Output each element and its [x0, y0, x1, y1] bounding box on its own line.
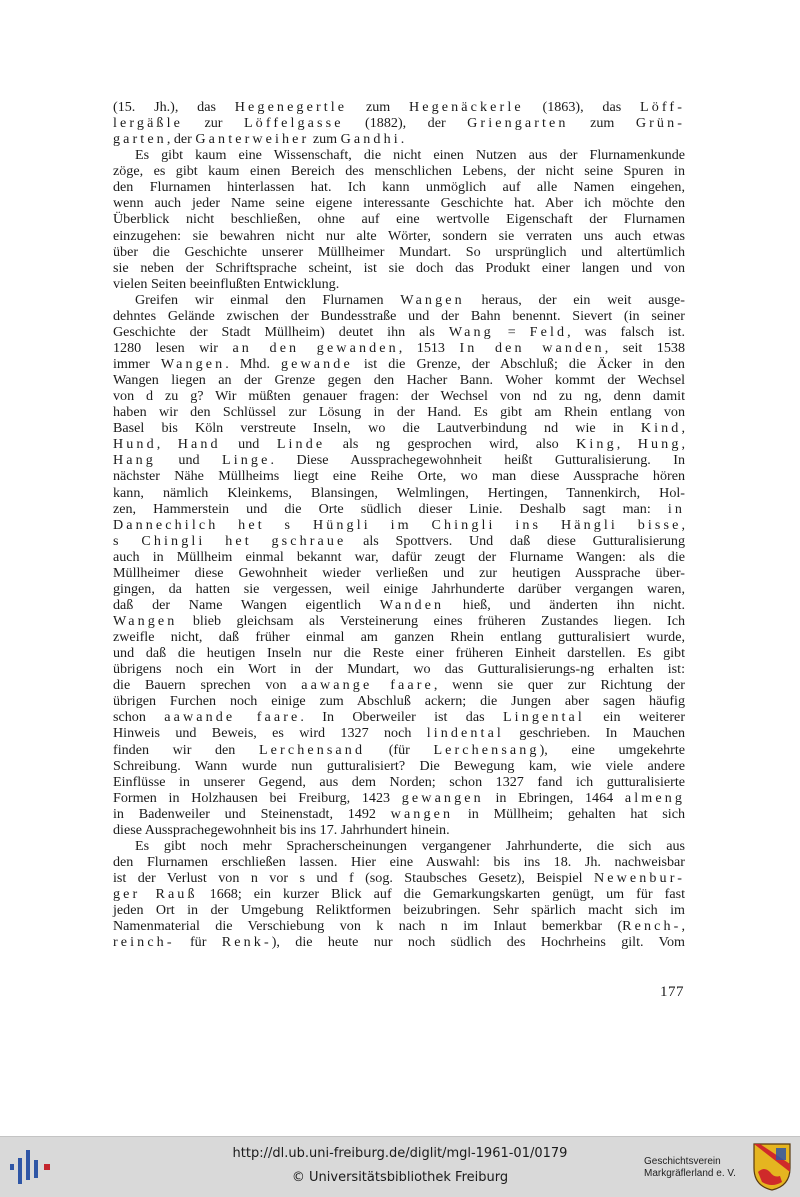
text-run: ), die heute nur noch südlich des Hochrheins gilt. Vom — [271, 934, 685, 951]
page-number: 177 — [660, 984, 684, 1000]
text-line — [113, 211, 685, 227]
text-run: zöge, es gibt kaum einen Bereich des menschlichen Lebens, der nicht seine Spuren in — [113, 163, 685, 180]
spaced-term: Wangen — [160, 356, 226, 372]
society-name-line2: Markgräflerland e. V. — [644, 1168, 736, 1179]
text-run: zen, Hammerstein und die Orte südlich dieser Linie. Deshalb sagt man: — [113, 500, 668, 517]
text-run: Schreibung. Wann wurde nun gutturalisiert? Die Bewegung kam, wie viele andere — [113, 757, 685, 774]
spaced-term: Griengarten — [467, 115, 569, 132]
text-run: nächster Nähe Müllheims liegt eine Reihe Orte, wo man diese Aussprache hören — [113, 468, 685, 485]
text-line — [113, 774, 685, 790]
text-line — [113, 581, 685, 597]
spaced-term: Wang — [448, 323, 494, 340]
text-run: = — [493, 323, 530, 340]
text-run: übrigen Furchen noch einige zum Abschluß ackern; die Jungen aber sagen häufig — [113, 693, 685, 710]
text-run: , 1513 — [398, 339, 460, 356]
spaced-term: Löffelgasse — [243, 115, 344, 132]
text-run: blieb gleichsam als Versteinerung eines früheren Zustandes liegen. Ich — [177, 613, 685, 629]
spaced-term: Hang — [113, 452, 156, 469]
text-line — [113, 420, 685, 436]
spaced-term: Grün- — [635, 115, 686, 132]
text-line — [113, 854, 685, 870]
spaced-term: Hung — [637, 436, 682, 453]
text-run: und — [155, 452, 223, 469]
text-run: zweifle nicht, daß früher einmal am ganzen Rhein entlang gutturalisiert wurde, — [113, 629, 685, 646]
spaced-term: s Chingli het gschraue — [113, 532, 347, 549]
text-line — [113, 742, 685, 758]
text-run: von d zu g? Wir müßten genauer fragen: der Wechsel von nd zu ng, denn damit — [113, 388, 685, 405]
spaced-term: Renk- — [221, 934, 272, 951]
text-line — [113, 709, 685, 725]
text-run: wenn auch jeder Name seine eigene interessante Geschichte hat. Aber ich möchte den — [113, 195, 685, 212]
text-run: Basel bis Köln verstreute Inseln, wo die Lautverbindung nd wie in — [113, 420, 641, 437]
text-run: einzugehen: sie bewahren nicht nur alte Wörter, sondern sie verraten uns auch etwas — [113, 227, 685, 244]
text-run: , — [681, 436, 686, 453]
spaced-term: Wangen — [400, 291, 465, 308]
text-run: in Ebringen, 1464 — [483, 789, 625, 806]
text-run: den Flurnamen erschließen lassen. Hier eine Auswahl: bis ins 18. Jh. nachweisbar — [113, 853, 685, 870]
text-line — [113, 517, 685, 533]
text-run: Wangen liegen an der Grenze gegen den Hacher Bann. Woher kommt der Wechsel — [113, 372, 685, 389]
spaced-term: garten — [113, 131, 167, 148]
spaced-term: Hegenegertle — [234, 99, 348, 115]
spaced-term: almeng — [624, 789, 685, 806]
text-run: Es gibt noch mehr Spracherscheinungen vergangener Jahrhunderte, die sich aus — [135, 837, 685, 854]
text-line — [113, 179, 685, 195]
text-run: und daß die heutigen Inseln nur die Reste einer früheren Einheit darstellen. Es gibt — [113, 645, 685, 662]
text-run: als ng gesprochen wird, also — [325, 436, 577, 453]
text-run: dehntes Gelände zwischen der Bundesstraße und der Bahn benennt. Sievert (in seiner — [113, 307, 685, 324]
text-run: Müllheimer diese Gewohnheit wieder verließen und zur heutigen Aussprache über- — [113, 564, 685, 581]
text-run: den Flurnamen hinterlassen hat. Ich kann unmöglich auf alle Namen eingehen, — [113, 179, 685, 196]
text-line — [113, 565, 685, 581]
text-line — [113, 244, 685, 260]
text-run: . In Oberweiler ist das — [300, 709, 503, 726]
text-line — [113, 613, 685, 629]
text-run: zur — [182, 115, 244, 132]
text-run: kann, nämlich Kleinkems, Blansingen, Welmlingen, Hertingen, Tannenkirch, Hol- — [113, 484, 685, 501]
text-run: in Müllheim; gehalten hat sich — [453, 805, 685, 822]
text-run: jeden Ort in der Umgebung Reliktformen beizubringen. Sehr spärlich macht sich im — [113, 902, 685, 919]
text-line — [113, 163, 685, 179]
text-line — [113, 918, 685, 934]
spaced-term: Linde — [276, 436, 326, 453]
text-run: , — [156, 436, 178, 453]
spaced-term: Hegenäckerle — [409, 99, 524, 115]
spaced-term: Hand — [177, 436, 221, 453]
text-line — [113, 549, 685, 565]
spaced-term: Wanden — [379, 596, 445, 613]
text-run: immer — [113, 356, 161, 372]
text-line — [113, 677, 685, 693]
text-run: als Spottvers. Und daß diese Gutturalisierung — [346, 532, 685, 549]
text-run: , der — [166, 131, 196, 148]
text-run: . — [400, 131, 405, 148]
spaced-term: Löff- — [640, 99, 685, 115]
text-run: daß der Name Wangen eigentlich — [113, 596, 380, 613]
society-name — [644, 1156, 754, 1180]
text-line — [113, 758, 685, 774]
text-line — [113, 340, 685, 356]
coat-of-arms-icon — [752, 1142, 792, 1192]
text-run: , — [681, 918, 685, 935]
text-run: vielen Seiten beeinflußten Entwicklung. — [113, 275, 340, 292]
footer-url[interactable]: http://dl.ub.uni-freiburg.de/diglit/mgl-1961-01/0179 — [232, 1146, 568, 1161]
text-run: haben wir den Schlüssel zur Lösung in der Hand. Es gibt am Rhein entlang von — [113, 404, 685, 421]
text-line — [113, 99, 685, 115]
text-line — [113, 806, 685, 822]
text-run: ), eine umgekehrte — [539, 741, 685, 758]
spaced-term: Hund — [113, 436, 157, 453]
spaced-term: Gandhi — [340, 131, 401, 148]
text-line — [113, 485, 685, 501]
text-run: gingen, da hatten sie vergessen, weil einige Jahrhunderte darüber vergangen waren, — [113, 580, 685, 597]
text-run: , — [681, 516, 685, 533]
text-run: 1280 lesen wir — [113, 339, 233, 356]
page-text — [113, 99, 685, 950]
text-line — [113, 886, 685, 902]
spaced-term: Ganterweiher — [195, 131, 310, 148]
text-run: und — [220, 436, 277, 453]
text-line — [113, 308, 685, 324]
text-line — [113, 388, 685, 404]
text-line — [113, 533, 685, 549]
text-run: Hinweis und Beweis, es wird 1327 noch — [113, 725, 427, 742]
spaced-term: ger Rauß — [113, 886, 198, 903]
text-run: für — [174, 934, 222, 951]
spaced-term: Lerchensang — [433, 741, 540, 758]
text-run: Geschichte der Stadt Müllheim) deutet ihn als — [113, 323, 449, 340]
text-run: die Bauern sprechen von — [113, 677, 302, 694]
text-line — [113, 501, 685, 517]
text-run: diese Aussprachegewohnheit bis ins 17. Jahrhundert hinein. — [113, 821, 450, 838]
text-run: ist die Grenze, der Abschluß; die Äcker in den — [352, 356, 685, 372]
text-run: Formen in Holzhausen bei Freiburg, 1423 — [113, 789, 402, 806]
text-line — [113, 131, 685, 147]
text-line — [113, 356, 685, 372]
text-line — [113, 790, 685, 806]
spaced-term: lindental — [426, 725, 504, 742]
text-line — [113, 870, 685, 886]
spaced-term: Dannechilch het s Hüngli im Chingli ins Hängli bisse — [113, 516, 682, 533]
text-run: , seit 1538 — [604, 339, 685, 356]
text-run: ist der Verlust von n vor s und f (sog. Staubsches Gesetz), Beispiel — [113, 870, 594, 886]
text-run: (1863), das — [523, 99, 640, 115]
text-line — [113, 452, 685, 468]
text-run: übrigens noch ein Wort in der Mundart, wo das Gutturalisierungs-ng erhalten ist: — [113, 661, 685, 678]
spaced-term: aawange faare — [301, 677, 434, 694]
spaced-term: wangen — [390, 805, 454, 822]
spaced-term: an den gewanden — [232, 339, 399, 356]
text-run: (1882), der — [343, 115, 468, 132]
text-run: sie neben der Schriftsprache scheint, ist sie doch das Produkt einer langen und von — [113, 259, 685, 276]
footer-bar — [0, 1136, 800, 1197]
text-run: Greifen wir einmal den Flurnamen — [135, 291, 401, 308]
text-run: . Mhd. — [225, 356, 282, 372]
spaced-term: Newenbur- — [593, 870, 685, 886]
footer-copyright: © Universitätsbibliothek Freiburg — [291, 1170, 509, 1185]
text-run: Es gibt kaum eine Wissenschaft, die nicht einen Nutzen aus der Flurnamenkunde — [135, 147, 685, 164]
spaced-term: in — [667, 500, 685, 517]
text-line — [113, 597, 685, 613]
text-line — [113, 404, 685, 420]
spaced-term: Rench- — [622, 918, 682, 935]
spaced-term: Kind — [640, 420, 682, 437]
text-line — [113, 260, 685, 276]
text-line — [113, 276, 685, 292]
text-line — [113, 725, 685, 741]
text-run: , was falsch ist. — [567, 323, 685, 340]
text-run: . Diese Aussprachegewohnheit heißt Gutturalisierung. In — [270, 452, 685, 469]
text-run: zum — [309, 131, 341, 148]
spaced-term: Lerchensand — [258, 741, 366, 758]
text-run: geschrieben. In Mauchen — [503, 725, 685, 742]
text-line — [113, 228, 685, 244]
text-run: ein weiterer — [584, 709, 686, 726]
text-line — [113, 147, 685, 163]
text-run: hieß, und änderten ihn nicht. — [444, 596, 685, 613]
text-line — [113, 838, 685, 854]
text-run: auch in Müllheim einmal bekannt war, dafür zeugt der Flurname Wangen: als die — [113, 548, 685, 565]
text-run: zum — [347, 99, 410, 115]
spaced-term: Lingental — [502, 709, 585, 726]
spaced-term: reinch- — [113, 934, 175, 951]
text-line — [113, 693, 685, 709]
text-run: , wenn sie quer zur Richtung der — [433, 677, 685, 694]
society-name-line1: Geschichtsverein — [644, 1156, 721, 1167]
text-line — [113, 629, 685, 645]
text-line — [113, 934, 685, 950]
text-run: zum — [568, 115, 636, 132]
text-run: Überblick nicht beschließen, ohne auf eine wertvolle Eigenschaft der Flurnamen — [113, 211, 685, 228]
spaced-term: gewangen — [401, 789, 484, 806]
text-line — [113, 436, 685, 452]
text-line — [113, 324, 685, 340]
spaced-term: lergäßle — [113, 115, 183, 132]
spaced-term: Feld — [529, 323, 568, 340]
text-run: , — [681, 420, 685, 437]
text-run: Namenmaterial die Verschiebung von k nach n im Inlaut bemerkbar ( — [113, 918, 623, 935]
text-line — [113, 661, 685, 677]
text-run: 1668; ein kurzer Blick auf die Gemarkungskarten genügt, um für fast — [197, 886, 685, 903]
text-line — [113, 822, 685, 838]
spaced-term: King — [576, 436, 617, 453]
text-line — [113, 292, 685, 308]
spaced-term: Wangen — [113, 613, 178, 629]
text-run: (für — [365, 741, 434, 758]
text-run: finden wir den — [113, 741, 259, 758]
spaced-term: gewande — [281, 356, 353, 372]
text-line — [113, 195, 685, 211]
spaced-term: In den wanden — [459, 339, 605, 356]
text-line — [113, 115, 685, 131]
text-run: (15. Jh.), das — [113, 99, 235, 115]
text-run: über die Geschichte unserer Müllheimer Mundart. So ursprünglich und altertümlich — [113, 243, 685, 260]
text-line — [113, 372, 685, 388]
text-run: Einflüsse in unserer Gegend, aus dem Norden; schon 1327 fand ich gutturalisierte — [113, 773, 685, 790]
spaced-term: Linge — [222, 452, 271, 469]
text-line — [113, 645, 685, 661]
text-run: , — [616, 436, 638, 453]
text-run: heraus, der ein weit ausge- — [464, 291, 685, 308]
spaced-term: aawande faare — [164, 709, 301, 726]
text-run: in Badenweiler und Steinenstadt, 1492 — [113, 805, 391, 822]
text-line — [113, 468, 685, 484]
text-line — [113, 902, 685, 918]
text-run: schon — [113, 709, 165, 726]
